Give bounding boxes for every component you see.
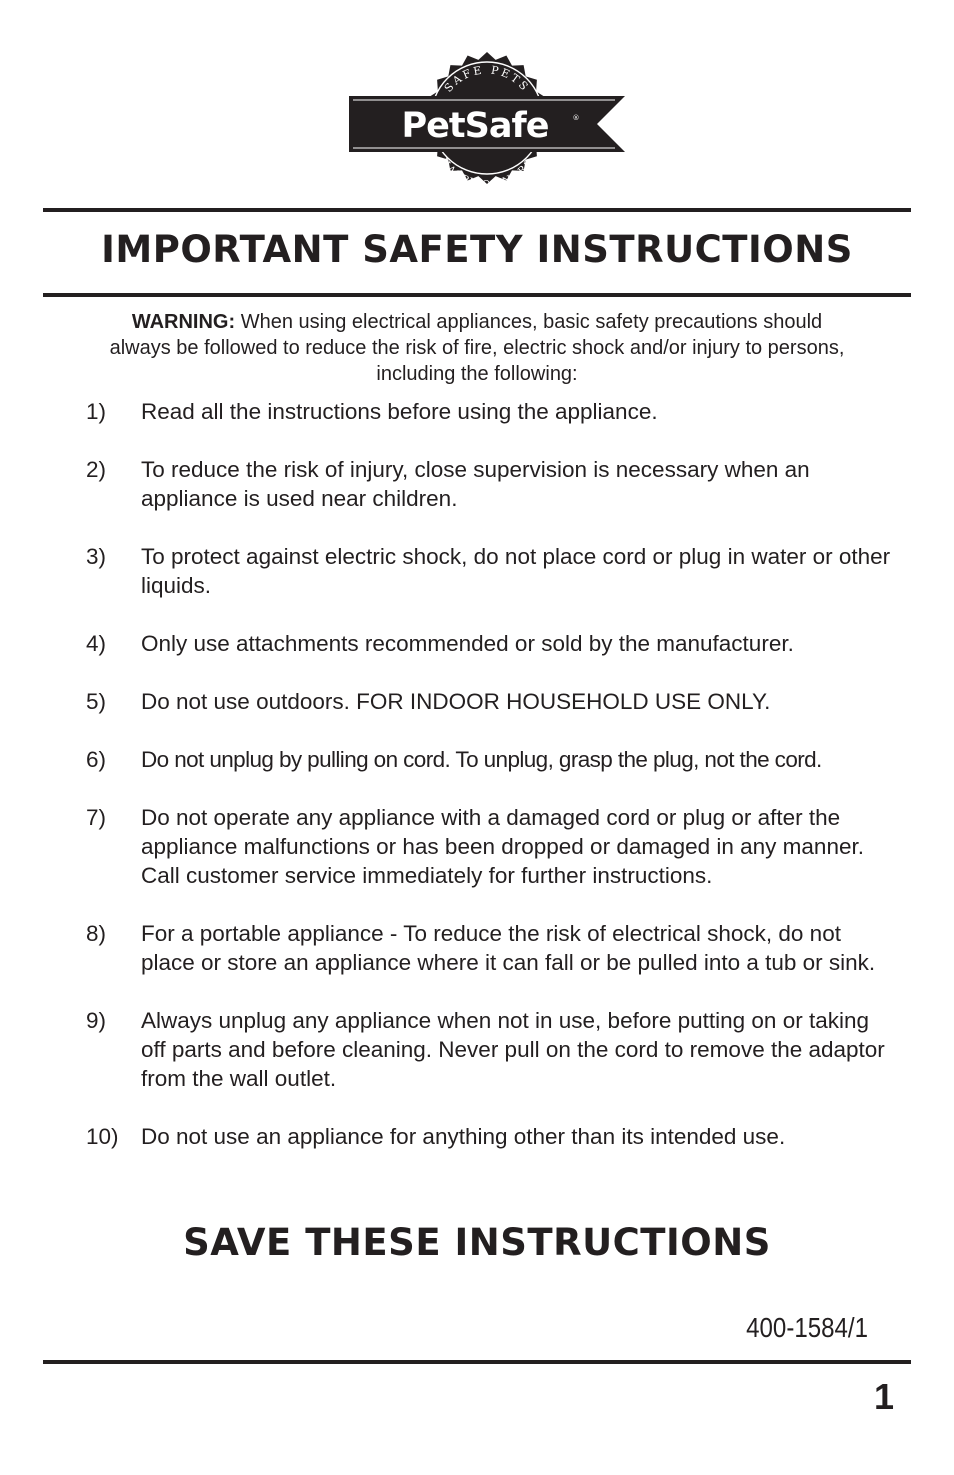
save-instructions-title: SAVE THESE INSTRUCTIONS [183,1221,771,1264]
logo-bottom-arc: HAPPY OWNERS [437,156,537,191]
list-item [86,455,896,513]
logo-brand-text: PetSafe [401,106,549,146]
item-text: Do not use outdoors. FOR INDOOR HOUSEHOLD USE ONLY. [141,689,771,714]
list-item [86,803,896,890]
item-number: 9) [86,1008,107,1033]
item-text: Read all the instructions before using the appliance. [141,399,658,424]
list-item [86,1122,896,1151]
item-number: 8) [86,921,107,946]
item-text: To reduce the risk of injury, close supervision is necessary when an appliance is used near children. [141,457,810,511]
list-item [86,1006,896,1093]
petsafe-logo [349,52,625,200]
item-text: Do not unplug by pulling on cord. To unplug, grasp the plug, not the cord. [141,747,822,772]
item-number: 7) [86,805,107,830]
list-item [86,745,896,774]
list-item [86,919,896,977]
list-item [86,542,896,600]
item-text: Always unplug any appliance when not in use, before putting on or taking off parts and before cleaning. Never pull on the cord to remove the adaptor from the wall outlet. [141,1008,885,1091]
item-number: 3) [86,544,107,569]
logo-top-arc: SAFE PETS [441,63,533,95]
warning-label: WARNING: [131,311,236,333]
page-title: IMPORTANT SAFETY INSTRUCTIONS [101,228,853,271]
item-text: To protect against electric shock, do not place cord or plug in water or other liquids. [141,544,891,598]
item-number: 10) [86,1124,119,1149]
list-item [86,687,896,716]
top-rule [43,208,911,212]
item-text: Do not use an appliance for anything other than its intended use. [141,1124,786,1149]
item-text: For a portable appliance - To reduce the risk of electrical shock, do not place or store an appliance where it can fall or be pulled into a tub or sink. [141,921,876,975]
warning-text: When using electrical appliances, basic safety precautions should always be followed to reduce the risk of fire, electric shock and/or injury to persons, including the following: [109,311,845,385]
item-number: 5) [86,689,107,714]
item-number: 6) [86,747,107,772]
item-number: 2) [86,457,107,482]
warning-paragraph [100,309,854,387]
registered-mark: ® [572,114,580,122]
item-text: Do not operate any appliance with a damaged cord or plug or after the appliance malfunctions or has been dropped or damaged in any manner. Call customer service immediately for further instructions. [141,805,864,888]
item-number: 4) [86,631,107,656]
title-rule [43,293,911,297]
bottom-rule [43,1360,911,1364]
item-number: 1) [86,399,107,424]
list-item [86,629,896,658]
instructions-list [86,397,896,1180]
list-item [86,397,896,426]
item-text: Only use attachments recommended or sold by the manufacturer. [141,631,794,656]
page-number: 1 [873,1376,894,1417]
document-number: 400-1584/1 [746,1312,868,1343]
